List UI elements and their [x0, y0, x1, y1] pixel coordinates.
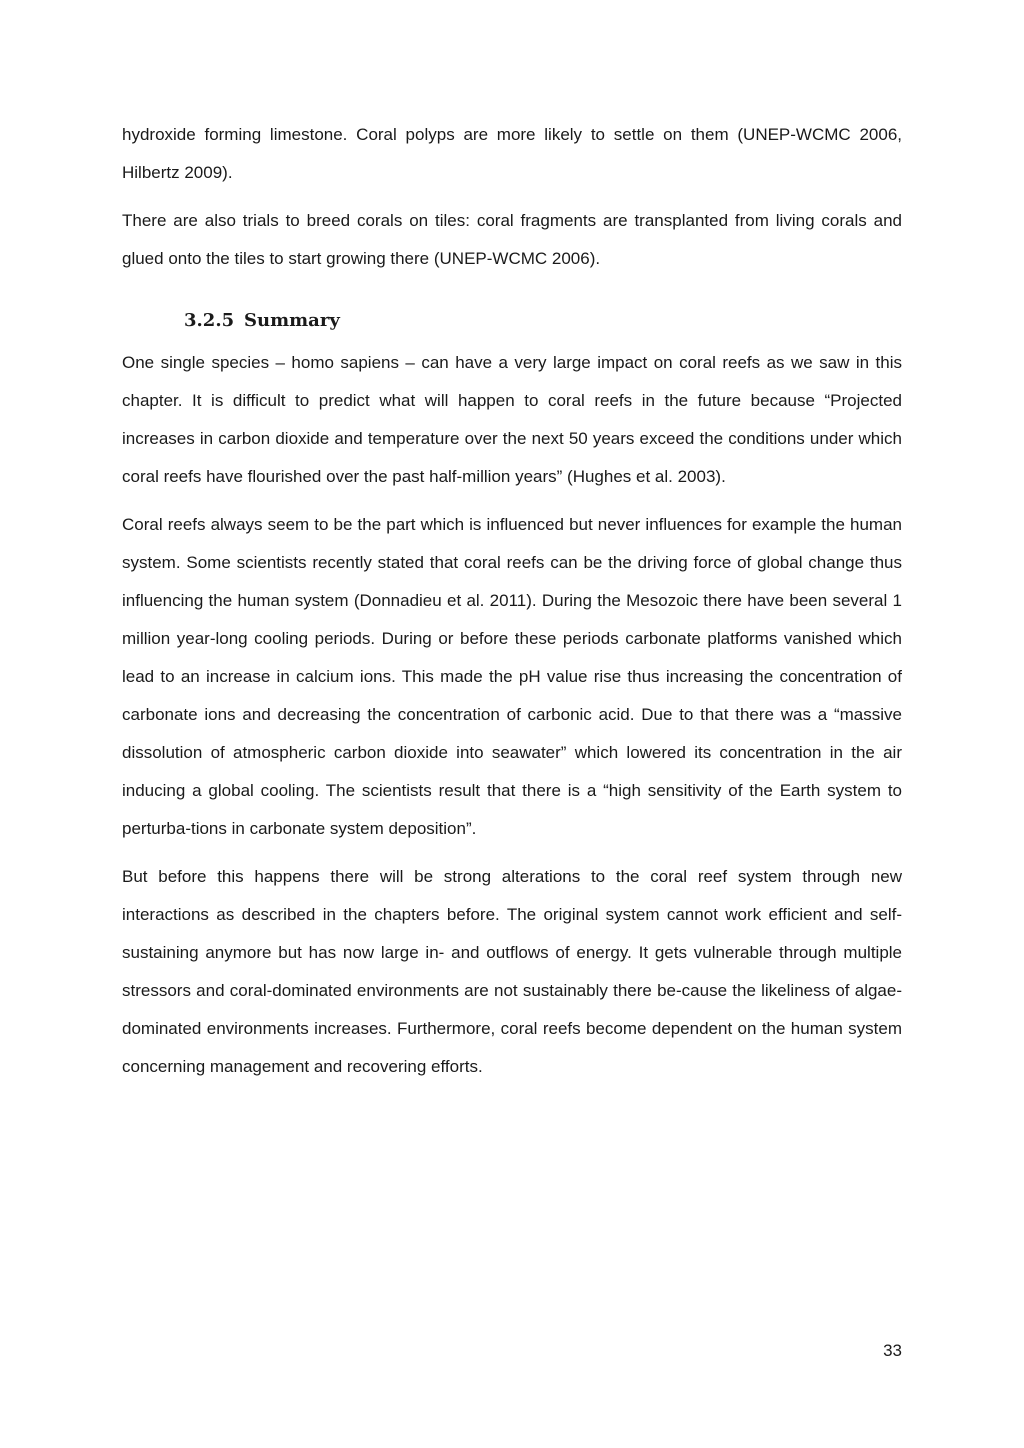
paragraph-alterations: But before this happens there will be strong alterations to the coral reef system through new interactions as described in the chapters before. The original system cannot work efficient and self-sustaining anymore but has now large in- and outflows of energy. It gets vulnerable through multiple stressors and coral-dominated environments are not sustainably there be-cause the likeliness of algae-dominated environments increases. Furthermore, coral reefs become dependent on the human system concerning management and recovering efforts. — [122, 867, 902, 1076]
section-number: 3.2.5 — [184, 310, 235, 331]
paragraph-tiles: There are also trials to breed corals on tiles: coral fragments are transplanted from living corals and glued onto the tiles to start growing there (UNEP-WCMC 2006). — [122, 211, 902, 268]
document-page — [122, 116, 902, 1096]
paragraph-limestone: hydroxide forming limestone. Coral polyps are more likely to settle on them (UNEP-WCMC 2006, Hilbertz 2009). — [122, 125, 902, 182]
section-heading — [122, 302, 902, 340]
paragraph-homo-sapiens: One single species – homo sapiens – can have a very large impact on coral reefs as we saw in this chapter. It is difficult to predict what will happen to coral reefs in the future because “Projected increases in carbon dioxide and temperature over the next 50 years exceed the conditions under which coral reefs have flourished over the past half-million years” (Hughes et al. 2003). — [122, 353, 902, 486]
section-title: Summary — [244, 310, 340, 331]
page-number: 33 — [883, 1341, 902, 1360]
paragraph-global-change: Coral reefs always seem to be the part which is influenced but never influences for example the human system. Some scientists recently stated that coral reefs can be the driving force of global change thus influencing the human system (Donnadieu et al. 2011). During the Mesozoic there have been several 1 million year-long cooling periods. During or before these periods carbonate platforms vanished which lead to an increase in calcium ions. This made the pH value rise thus increasing the concentration of carbonate ions and decreasing the concentration of carbonic acid. Due to that there was a “massive dissolution of atmospheric carbon dioxide into seawater” which lowered its concentration in the air inducing a global cooling. The scientists result that there is a “high sensitivity of the Earth system to perturba-tions in carbonate system deposition”. — [122, 515, 902, 838]
